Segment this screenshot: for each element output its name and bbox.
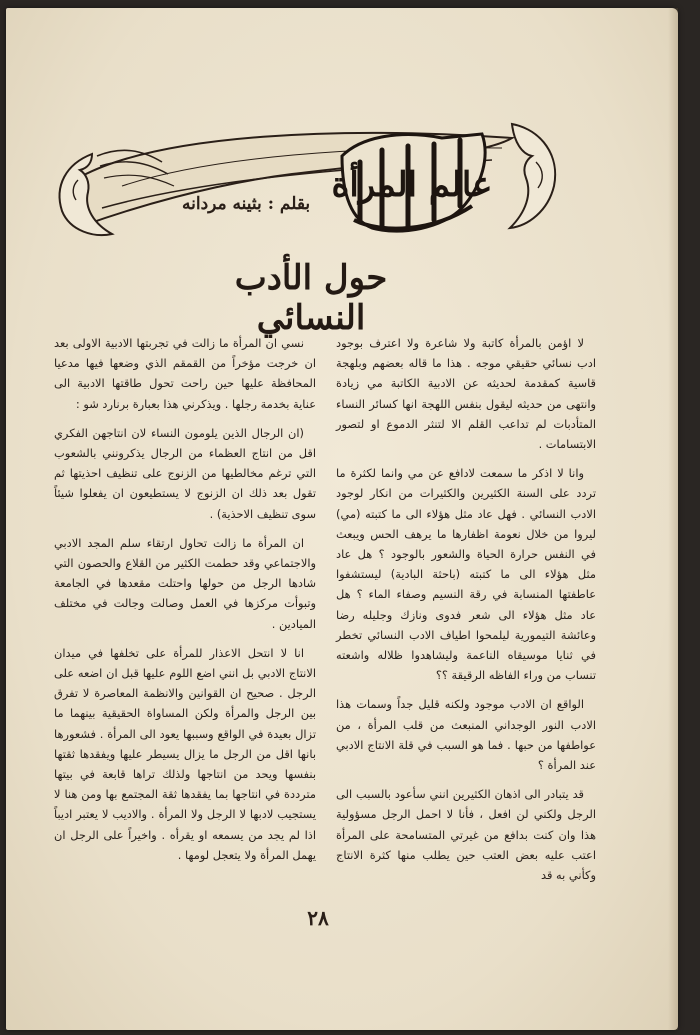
paragraph: نسي ان المرأة ما زالت في تجربتها الادبية الاولى بعد ان خرجت مؤخراً من القمقم الذي وضعها فيها مدعيا المحافظة عليها حين راحت تحول طاقتها الادبية الى عناية بخدمة رجلها . ويذكرني هذا بعبارة برنارد شو : [54,336,316,411]
paragraph: لا اؤمن بالمرأة كاتبة ولا شاعرة ولا اعترف بوجود ادب نسائي حقيقي موجه . هذا ما قاله بعضهم وبلهجة قاسية كمقدمة لحديثه عن الادبية الكاتبة مي زيادة وانتهى من حديثه ليقول بنفس اللهجة انها كسائر النساء المتأدبات لم تداعب القلم الا لتنثر الدموع او لتصور الابتسامات . [336,336,596,452]
article-column-left [54,333,316,874]
section-title: عالم المرأة [331,165,493,205]
article-column-right [336,333,596,894]
paragraph: ان المرأة ما زالت تحاول ارتقاء سلم المجد الادبي والاجتماعي وقد حطمت الكثير من القلاع والحصون التي شادها الرجل من حولها واحتلت مقعدها في الجامعة وتبوأت مركزها في العمل وصالت وجالت في مختلف الميادين . [54,535,316,631]
section-header-illustration [42,116,562,241]
paragraph: قد يتبادر الى اذهان الكثيرين انني سأعود بالسبب الى الرجل ولكني لن افعل ، فأنا لا احمل الرجل مسؤولية هذا وان كنت بدافع من غيرتي المتسامحة على المرأة اعتب عليه بعض العتب حين يطلب منها كثرة الانتاج وكأني به قد [336,787,596,883]
paragraph: (ان الرجال الذين يلومون النساء لان انتاجهن الفكري اقل من انتاج العظماء من الرجال يذكرونني بالشعوب التي ترغم مخالطيها من الزنوج على تنظيف احذيتها ثم تقول بعد ذلك ان الزنوج لا يستطيعون ان يفعلوا شيئاً سوى تنظيف الاحذية) . [54,425,316,521]
magazine-page [6,8,678,1030]
page-number: ٢٨ [307,906,329,930]
paragraph: الواقع ان الادب موجود ولكنه قليل جداً وسمات هذا الادب النور الوجداني المنبعث من قلب المرأة ، من عواطفها من حبها . فما هو السبب في قلة الانتاج الادبي عند المرأة ؟ [336,697,596,773]
author-byline: بقلم : بثينه مردانه [182,194,311,214]
paragraph: انا لا انتحل الاعذار للمرأة على تخلفها في ميدان الانتاج الادبي بل انني اضع اللوم عليها قبل ان اضعه على الرجل . صحيح ان القوانين والانظمة المعاصرة لا تفرق بين الرجل والمرأة ولكن المساواة الحقيقية بينهما ما تزال بعيدة في الواقع وسببها يعود الى المرأة . فشعورها بانها اقل من الرجل ما يزال يسيطر عليها ويفقدها ثقتها بنفسها ويحد من انتاجها ولذلك تراها قابعة في بيتها مترددة في انتاجها بما يفقدها ثقة المجتمع بها ومن هنا لا يستجيب لادبها لا الرجل ولا المرأة . والاديب لا يعتبر اديباً اذا لم يجد من يسمعه او يقرأه . واخيراً على الرجل ان يهمل المرأة ولا يتعجل لومها . [54,645,316,862]
article-title: حول الأدب النسائي [234,258,388,338]
paragraph: وانا لا اذكر ما سمعت لادافع عن مي وانما لكثرة ما تردد على السنة الكثيرين والكثيرات من انكار لوجود الادب النسائي . فهل عاد مثل هؤلاء الى ما كتبته (مي) ليروا من خلال نعومة اظفارها ما يرهف الحس ويبعث في النفس حرارة الحياة والشعور بالوجود ؟ هل عاد مثل هؤلاء الى ما كتبته (باحثة البادية) ليستشفوا عاطفتها المنسابة في رقة النسيم وصفاء الماء ؟ هل عاد مثل هؤلاء الى شعر فدوى ونازك وجليله رضا وعائشة التيمورية ليلمحوا اطياف الادب النسائي تخطر في ثنايا موسيقاه الناعمة وليشاهدوا ظلاله واشعته تنساب من وراء الفاظه الرقيقة ؟؟ [336,466,596,683]
page-edge-shadow [668,8,678,1030]
